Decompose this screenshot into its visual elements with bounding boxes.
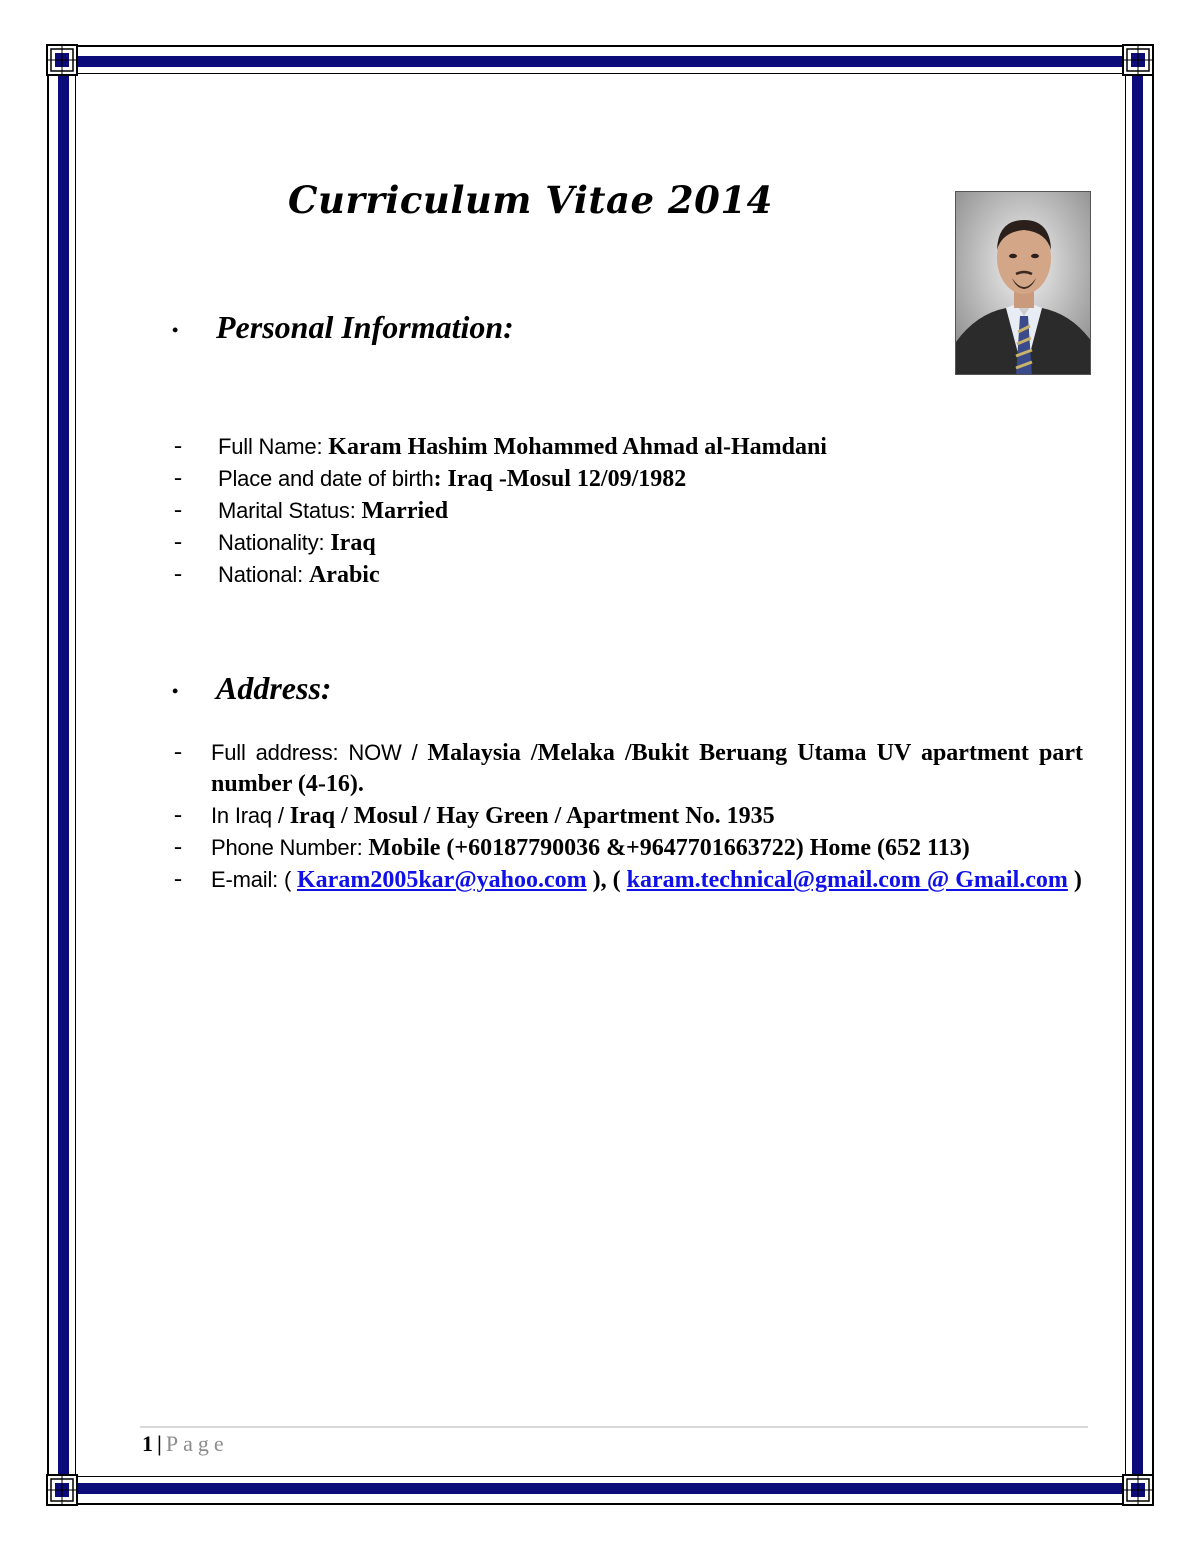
phone-value: Mobile (+60187790036 &+9647701663722) Home (652 113) [368, 835, 970, 861]
section-heading-text: Address: [216, 670, 332, 706]
national-item [174, 559, 827, 591]
marital-status-item [174, 495, 827, 527]
dash-marker: - [174, 497, 182, 523]
personal-information-list [174, 431, 827, 591]
page-footer [142, 1431, 229, 1457]
iraq-address-item [174, 800, 1083, 832]
dash-marker: - [174, 433, 182, 459]
full-address-label: Full address: NOW / [211, 740, 428, 765]
iraq-address-value: Iraq / Mosul / Hay Green / Apartment No. 1935 [289, 803, 775, 829]
dash-marker: - [174, 834, 182, 860]
page-word: Page [165, 1431, 229, 1456]
profile-photo [955, 191, 1091, 375]
bullet-icon: • [172, 681, 179, 702]
dash-marker: - [174, 529, 182, 555]
marital-status-label: Marital Status: [218, 498, 362, 523]
portrait-icon [956, 192, 1091, 375]
birth-item [174, 463, 827, 495]
nationality-item [174, 527, 827, 559]
border-corner-ornament-icon [46, 44, 78, 76]
email-separator: ), ( [586, 867, 627, 893]
dash-marker: - [174, 561, 182, 587]
nationality-value: Iraq [330, 530, 376, 556]
border-corner-ornament-icon [1122, 44, 1154, 76]
section-heading-text: Personal Information: [216, 309, 514, 345]
dash-marker: - [174, 465, 182, 491]
personal-information-heading [172, 309, 514, 346]
email-end: ) [1067, 867, 1082, 893]
email-item [174, 864, 1083, 896]
email-label: E-mail: ( [211, 867, 298, 892]
border-corner-ornament-icon [46, 1474, 78, 1506]
address-list [174, 737, 1084, 896]
full-name-label: Full Name: [218, 434, 329, 459]
marital-status-value: Married [361, 498, 449, 524]
full-name-item [174, 431, 827, 463]
page-number: 1 [142, 1431, 153, 1456]
footer-divider [140, 1426, 1088, 1428]
nationality-label: Nationality: [218, 530, 331, 555]
iraq-address-label: In Iraq / [211, 803, 290, 828]
birth-label: Place and date of birth [218, 466, 434, 491]
dash-marker: - [174, 802, 182, 828]
full-address-item [174, 737, 1084, 800]
address-heading [172, 670, 332, 707]
email-link-gmail[interactable]: karam.technical@gmail.com @ Gmail.com [626, 867, 1068, 893]
birth-value: : Iraq -Mosul 12/09/1982 [433, 466, 687, 492]
dash-marker: - [174, 739, 182, 765]
dash-marker: - [174, 866, 182, 892]
full-address-value: Malaysia /Melaka /Bukit Beruang Utama UV apartment part number (4-16). [211, 740, 1084, 797]
national-label: National: [218, 562, 309, 587]
phone-item [174, 832, 1083, 864]
bullet-icon: • [172, 320, 179, 341]
footer-separator: | [157, 1431, 162, 1456]
phone-label: Phone Number: [211, 835, 369, 860]
email-link-yahoo[interactable]: Karam2005kar@yahoo.com [297, 867, 587, 893]
full-name-value: Karam Hashim Mohammed Ahmad al-Hamdani [328, 434, 827, 460]
border-corner-ornament-icon [1122, 1474, 1154, 1506]
document-title: Curriculum Vitae 2014 [288, 178, 773, 222]
national-value: Arabic [308, 562, 380, 588]
